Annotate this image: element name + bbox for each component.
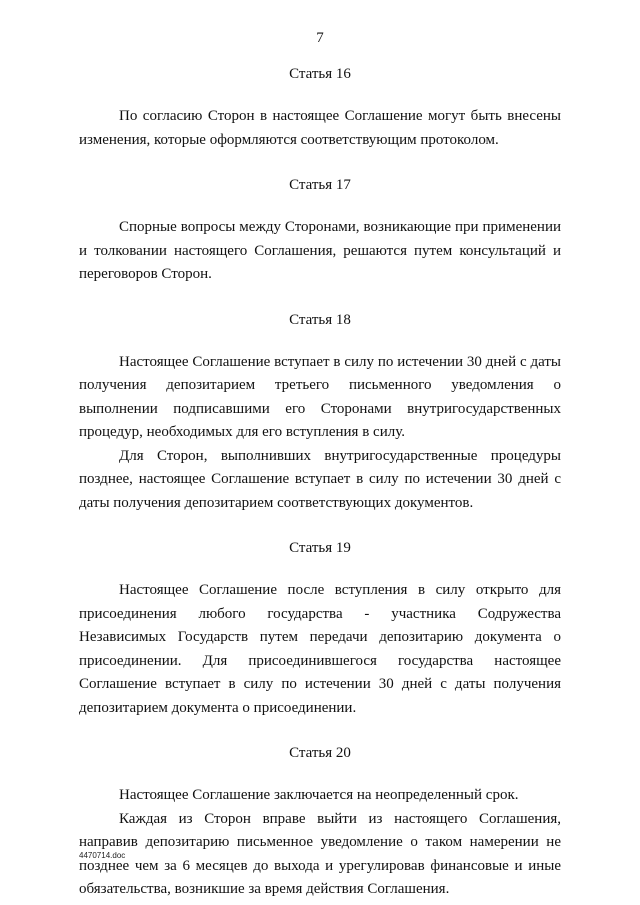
article-paragraph: Каждая из Сторон вправе выйти из настоящего Соглашения, направив депозитарию письменное уведомление о таком намерении не позднее чем за 6 месяцев до выхода и урегулировав финансовые и иные обязательства, возникшие за время действия Соглашения.	[79, 810, 561, 897]
article-heading: Статья 18	[289, 311, 351, 328]
article-16	[79, 64, 561, 152]
article-paragraph: Настоящее Соглашение заключается на неопределенный срок.	[119, 787, 519, 803]
article-paragraph: Спорные вопросы между Сторонами, возникающие при применении и толковании настоящего Соглашения, решаются путем консультаций и переговоров Сторон.	[79, 219, 561, 282]
article-paragraph: По согласию Сторон в настоящее Соглашение могут быть внесены изменения, которые оформляются соответствующим протоколом.	[79, 108, 561, 148]
article-18	[79, 310, 561, 516]
article-heading: Статья 20	[289, 745, 351, 761]
article-paragraph: Для Сторон, выполнивших внутригосударственные процедуры позднее, настоящее Соглашение вступает в силу по истечении 30 дней с даты получения депозитарием соответствующих документов.	[79, 447, 561, 511]
article-heading: Статья 17	[289, 177, 351, 193]
article-heading: Статья 19	[289, 540, 351, 556]
document-body	[79, 64, 561, 902]
article-17	[79, 175, 561, 287]
article-20	[79, 743, 561, 902]
article-paragraph: Настоящее Соглашение вступает в силу по истечении 30 дней с даты получения депозитарием третьего письменного уведомления о выполнении подписавшими его Сторонами внутригосударственных процедур, необходимых для его вступления в силу.	[79, 353, 561, 440]
article-heading: Статья 16	[289, 66, 351, 82]
page-number: 7	[316, 30, 324, 46]
footer-file-name: 4470714.doc	[79, 851, 126, 860]
article-19	[79, 538, 561, 720]
article-paragraph: Настоящее Соглашение после вступления в силу открыто для присоединения любого государства - участника Содружества Независимых Государств путем передачи депозитарию документа о присоединении. Для присоединившегося государства настоящее Соглашение вступает в силу по истечении 30 дней с даты получения депозитарием документа о присоединении.	[79, 582, 561, 716]
